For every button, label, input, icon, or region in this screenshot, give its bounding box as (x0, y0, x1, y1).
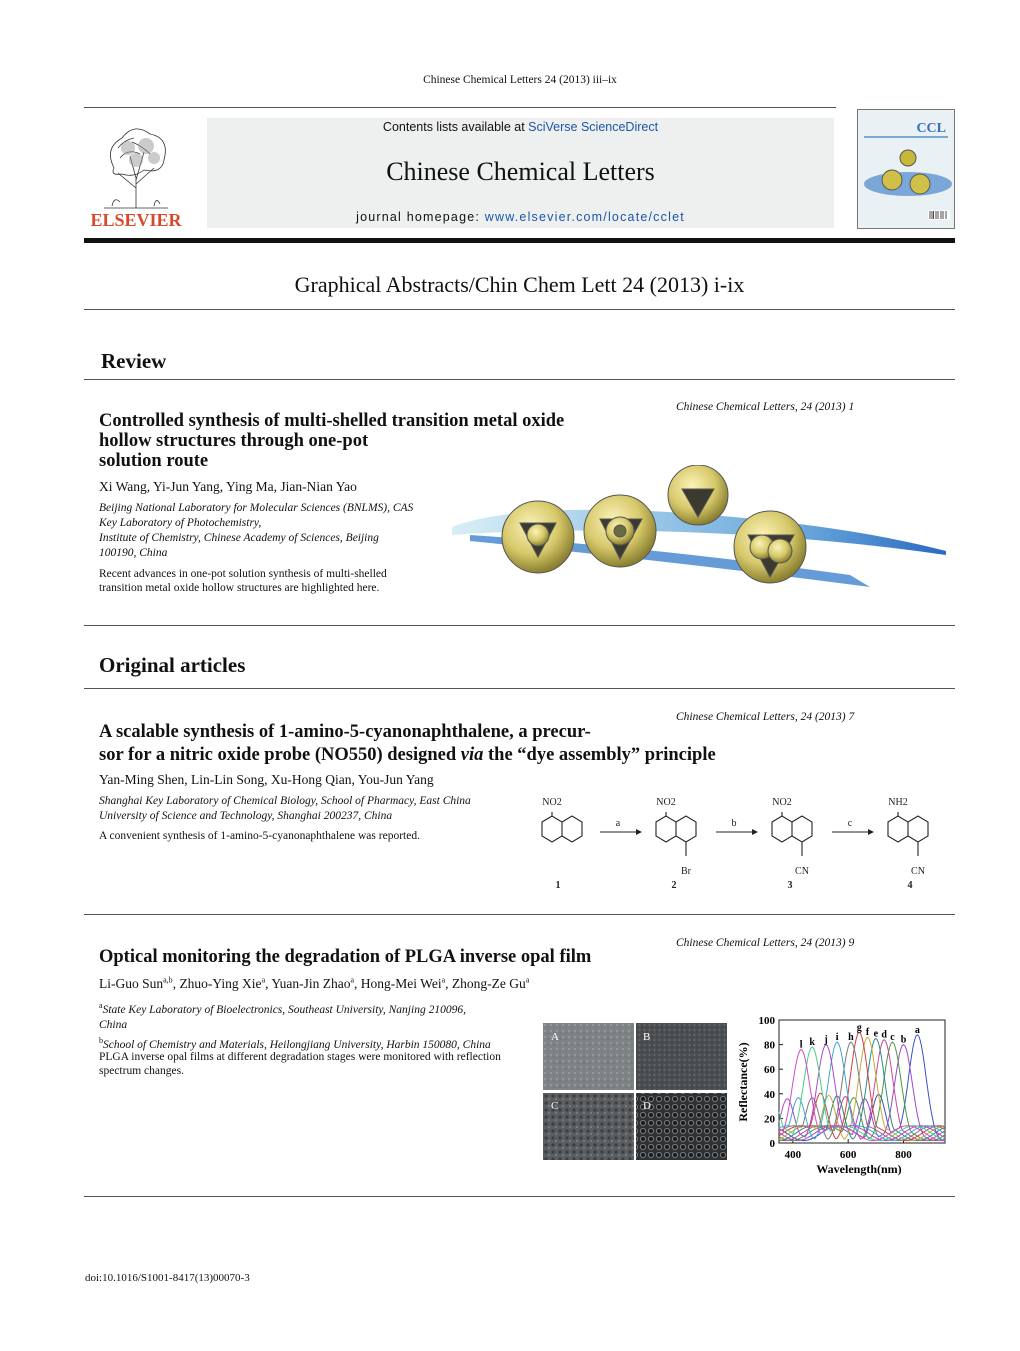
series-label-f: f (865, 1027, 870, 1039)
heading-rule (84, 309, 955, 310)
affiliation-1 (99, 501, 444, 561)
y-tick-label: 80 (764, 1039, 775, 1052)
compound-2-substituent: Br (681, 866, 691, 877)
homepage-link[interactable]: www.elsevier.com/locate/cclet (484, 210, 685, 224)
author: Li-Guo Sun$^{a,b}$, (99, 975, 180, 991)
reaction-scheme (520, 792, 950, 894)
title-line: hollow structures through one-pot (99, 431, 369, 451)
compound-2-number: 2 (671, 880, 677, 891)
article-title-1[interactable] (99, 411, 659, 471)
series-label-g: g (856, 1022, 862, 1034)
step-a: a (615, 818, 621, 829)
elsevier-logo (84, 118, 188, 230)
series-label-e: e (873, 1028, 879, 1040)
masthead-bar (84, 238, 955, 243)
author: Yuan-Jin Zhao$^a$, (271, 975, 361, 991)
y-tick-label: 20 (764, 1113, 775, 1126)
y-tick-label: 0 (769, 1138, 775, 1150)
series-label-a: a (914, 1024, 920, 1036)
y-tick-label: 100 (758, 1015, 775, 1027)
affil-line: University of Science and Technology, Shanghai 200237, China (99, 810, 393, 822)
author: Zhong-Ze Gu$^a$ (451, 975, 530, 991)
authors-1: Xi Wang, Yi-Jun Yang, Ying Ma, Jian-Nian Yao (99, 479, 357, 494)
homepage-prefix: journal homepage: (356, 210, 481, 224)
article-title-2[interactable] (99, 721, 799, 767)
affil-line: $^b$School of Chemistry and Materials, Heilongjiang University, Harbin 150080, China (99, 1035, 491, 1051)
step-c: c (847, 818, 853, 829)
title-part: sor for a nitric oxide probe (NO550) designed (99, 745, 461, 765)
affil-line: Shanghai Key Laboratory of Chemical Biology, School of Pharmacy, East China (99, 795, 471, 807)
sem-panel-label-d: D (643, 1100, 651, 1112)
sem-panel-label-a: A (551, 1031, 559, 1043)
series-label-c: c (890, 1032, 895, 1044)
publisher-name: ELSEVIER (90, 210, 182, 230)
affil-line: Beijing National Laboratory for Molecular Sciences (BNLMS), CAS (99, 502, 414, 514)
article-title-3[interactable]: Optical monitoring the degradation of PLGA inverse opal film (99, 947, 592, 967)
summary-1 (99, 567, 444, 595)
y-tick-label: 60 (764, 1064, 775, 1077)
contents-line (207, 120, 834, 134)
homepage-line (207, 210, 834, 224)
y-tick-label: 40 (764, 1088, 775, 1101)
page-heading: Graphical Abstracts/Chin Chem Lett 24 (2013) i-ix (294, 272, 745, 297)
x-tick-label: 800 (895, 1149, 912, 1161)
article2-end-rule (84, 914, 955, 915)
x-axis-label: Wavelength(nm) (816, 1162, 902, 1176)
series-label-d: d (881, 1029, 887, 1041)
affil-line: 100190, China (99, 547, 168, 559)
series-label-b: b (900, 1034, 907, 1046)
hollow-spheres-illustration (450, 465, 950, 600)
compound-3-group: NO2 (772, 797, 792, 808)
series-line-g (779, 1029, 945, 1140)
compound-3-substituent: CN (795, 866, 809, 877)
compound-3-number: 3 (787, 880, 793, 891)
sem-image-grid (543, 1023, 727, 1160)
cover-logo: CCL (916, 121, 946, 136)
sciencedirect-link[interactable]: SciVerse ScienceDirect (528, 120, 659, 134)
y-axis-label: Reflectance(%) (736, 1042, 750, 1122)
affil-line: China (99, 1018, 128, 1031)
title-part: the “dye assembly” principle (483, 745, 716, 765)
compound-4-number: 4 (907, 880, 913, 891)
sem-panel-label-b: B (643, 1031, 651, 1043)
title-line: Controlled synthesis of multi-shelled transition metal oxide (99, 411, 565, 431)
contents-prefix: Contents lists available at (382, 120, 525, 134)
article3-end-rule (84, 1196, 955, 1197)
series-label-j: j (824, 1034, 828, 1046)
author: Zhuo-Ying Xie$^a$, (179, 975, 272, 991)
affil-line: $^a$State Key Laboratory of Bioelectronics, Southeast University, Nanjing 210096, (99, 1001, 466, 1016)
summary-3 (99, 1050, 539, 1078)
header-rule (84, 107, 836, 108)
compound-2-group: NO2 (656, 797, 676, 808)
authors-2: Yan-Ming Shen, Lin-Lin Song, Xu-Hong Qian, You-Jun Yang (99, 772, 434, 787)
summary-line: spectrum changes. (99, 1065, 184, 1077)
author: Hong-Mei Wei$^a$, (360, 975, 452, 991)
reflectance-chart (733, 1008, 955, 1180)
affiliation-3 (99, 998, 539, 1053)
summary-2: A convenient synthesis of 1-amino-5-cyanonaphthalene was reported. (99, 830, 420, 842)
affil-line: Key Laboratory of Photochemistry, (99, 517, 262, 529)
title-line: solution route (99, 451, 209, 471)
summary-line: transition metal oxide hollow structures are highlighted here. (99, 582, 380, 594)
section-title-review: Review (101, 349, 167, 373)
affil-line: Institute of Chemistry, Chinese Academy of Sciences, Beijing (99, 532, 379, 544)
original-rule (84, 688, 955, 689)
affiliation-2 (99, 794, 519, 824)
step-b: b (731, 818, 737, 829)
x-tick-label: 600 (839, 1149, 857, 1161)
compound-4-substituent: CN (911, 866, 925, 877)
journal-cover (857, 109, 955, 229)
summary-line: PLGA inverse opal films at different degradation stages were monitored with reflection (99, 1051, 501, 1063)
authors-3 (99, 975, 529, 992)
title-line: A scalable synthesis of 1-amino-5-cyanonaphthalene, a precur- (99, 722, 591, 742)
sem-panel-label-c: C (551, 1100, 559, 1112)
compound-4-group: NH2 (888, 797, 908, 808)
running-header: Chinese Chemical Letters 24 (2013) iii–ix (423, 74, 617, 86)
journal-title: Chinese Chemical Letters (386, 157, 655, 186)
series-label-k: k (809, 1037, 815, 1049)
review-rule (84, 379, 955, 380)
citation-2: Chinese Chemical Letters, 24 (2013) 7 (676, 711, 855, 723)
series-label-l: l (799, 1039, 803, 1051)
series-label-i: i (835, 1032, 839, 1044)
doi[interactable]: doi:10.1016/S1001-8417(13)00070-3 (85, 1272, 250, 1284)
x-tick-label: 400 (784, 1149, 802, 1161)
title-line (99, 744, 799, 767)
citation-3: Chinese Chemical Letters, 24 (2013) 9 (676, 937, 855, 949)
citation-1: Chinese Chemical Letters, 24 (2013) 1 (676, 401, 855, 413)
section-title-original: Original articles (99, 653, 246, 677)
title-emphasis: via (460, 745, 484, 765)
review-end-rule (84, 625, 955, 626)
summary-line: Recent advances in one-pot solution synthesis of multi-shelled (99, 568, 387, 580)
compound-1-group: NO2 (542, 797, 562, 808)
compound-1-number: 1 (555, 880, 561, 891)
series-label-h: h (848, 1032, 854, 1044)
